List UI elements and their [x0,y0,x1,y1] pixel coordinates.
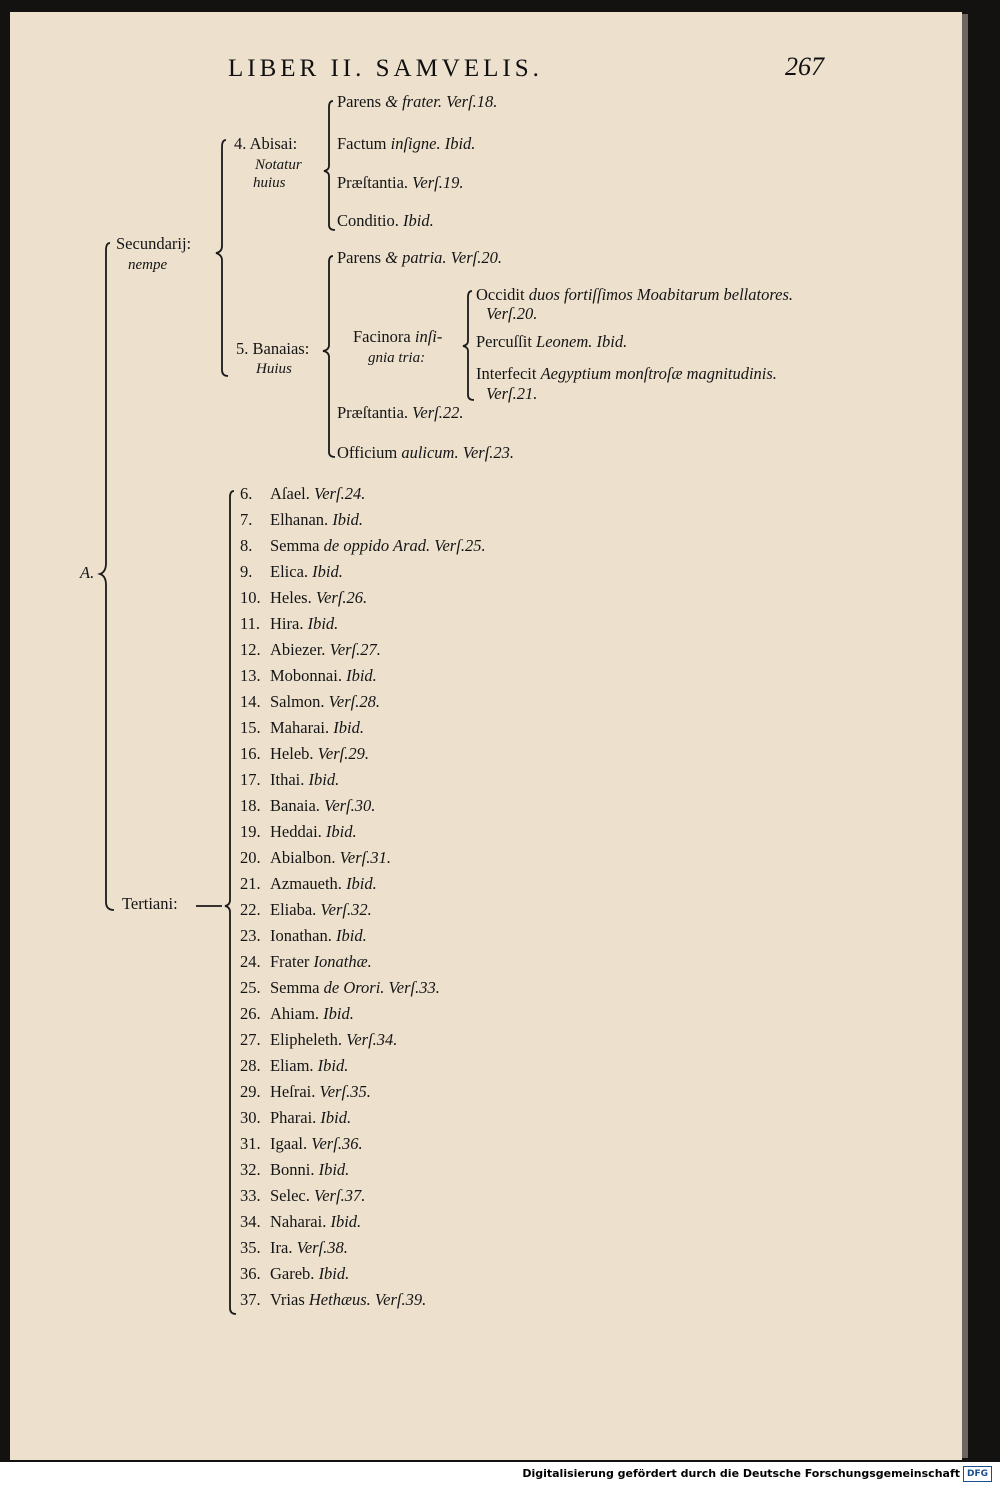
tertiani-row [240,798,375,815]
facinora-item: Percuſſit Leonem. Ibid. [476,332,628,351]
row-name: Igaal. [270,1134,308,1153]
row-reference: Verſ.32. [320,900,372,919]
row-reference: Verſ.29. [317,744,369,763]
row-reference: Verſ.38. [296,1238,348,1257]
tertiani-row [240,512,363,529]
row-name: Gareb. [270,1264,315,1283]
row-name: Naharai. [270,1212,327,1231]
row-number: 35. [240,1238,261,1257]
abisai-sub1: Notatur [255,157,302,173]
row-reference: de Orori. Verſ.33. [323,978,440,997]
row-number: 17. [240,770,261,789]
tertiani-row [240,902,372,919]
row-name: Semma [270,536,320,555]
tertiani-row [240,1266,349,1283]
dfg-logo: DFG [963,1466,992,1482]
row-number: 18. [240,796,261,815]
row-number: 14. [240,692,261,711]
row-number: 34. [240,1212,261,1231]
row-reference: de oppido Arad. Verſ.25. [323,536,486,555]
abisai-item: Factum inſigne. Ibid. [337,134,476,153]
row-number: 16. [240,744,261,763]
banaias-label: 5. Banaias: [236,339,310,358]
tertiani-row [240,1084,371,1101]
row-name: Ira. [270,1238,293,1257]
row-number: 27. [240,1030,261,1049]
row-reference: Ibid. [346,874,377,893]
row-reference: Ibid. [308,770,340,789]
row-name: Ionathan. [270,926,332,945]
tertiani-row [240,538,486,555]
row-name: Eliam. [270,1056,314,1075]
row-number: 24. [240,952,261,971]
row-name: Heſrai. [270,1082,316,1101]
tertiani-row [240,746,369,763]
row-number: 33. [240,1186,261,1205]
row-number: 7. [240,510,253,529]
row-reference: Ibid. [323,1004,354,1023]
tertiani-row [240,824,357,841]
tertiani-row [240,1188,365,1205]
brace-banaias [323,256,335,457]
row-reference: Ibid. [333,718,364,737]
row-number: 8. [240,536,253,555]
row-reference: Verſ.37. [313,1186,366,1205]
banaias-parens: Parens & patria. Verſ.20. [337,248,503,267]
brace-secundarij [216,140,228,376]
row-number: 26. [240,1004,261,1023]
tertiani-row [240,1032,397,1049]
row-reference: Verſ.34. [346,1030,398,1049]
tertiani-row [240,1240,348,1257]
brace-root [100,243,114,910]
abisai-item: Parens & frater. Verſ.18. [337,92,498,111]
row-name: Ithai. [270,770,305,789]
row-reference: Ibid. [307,614,339,633]
row-number: 20. [240,848,261,867]
row-number: 11. [240,614,261,633]
row-reference: Ibid. [318,1160,350,1179]
row-name: Abialbon. [270,848,336,867]
row-reference: Ibid. [335,926,367,945]
row-number: 28. [240,1056,261,1075]
row-reference: Verſ.36. [311,1134,363,1153]
row-name: Bonni. [270,1160,315,1179]
row-number: 36. [240,1264,261,1283]
row-name: Salmon. [270,692,325,711]
row-name: Frater [270,952,310,971]
row-reference: Ibid. [318,1264,350,1283]
brace-facinora [463,291,474,400]
tertiani-row [240,980,440,997]
row-reference: Verſ.30. [324,796,376,815]
row-name: Pharai. [270,1108,317,1127]
row-name: Azmaueth. [270,874,342,893]
row-name: Abiezer. [270,640,326,659]
tertiani-row [240,1136,363,1153]
abisai-item: Præſtantia. Verſ.19. [337,173,464,192]
abisai-label: 4. Abisai: [234,134,298,153]
tertiani-row [240,1058,348,1075]
row-number: 37. [240,1290,261,1309]
row-number: 23. [240,926,261,945]
tertiani-row [240,876,377,893]
tertiani-row [240,1006,354,1023]
running-header: LIBER II. SAMVELIS. [228,55,543,82]
row-number: 13. [240,666,261,685]
row-reference: Ibid. [346,666,377,685]
tertiani-row [240,1292,426,1309]
row-name: Hira. [270,614,304,633]
banaias-praestantia: Præſtantia. Verſ.22. [337,403,464,422]
row-reference: Ibid. [332,510,364,529]
row-name: Ahiam. [270,1004,320,1023]
row-name: Semma [270,978,320,997]
footer-credit: Digitalisierung gefördert durch die Deutsche Forschungsgemeinschaft [522,1467,960,1480]
abisai-sub2: huius [253,175,286,191]
row-reference: Verſ.26. [315,588,368,607]
row-number: 31. [240,1134,261,1153]
facinora-item: Interfecit Aegyptium monſtroſæ magnitudinis. [476,364,777,383]
row-name: Eliaba. [270,900,317,919]
row-name: Elipheleth. [270,1030,342,1049]
row-name: Selec. [270,1186,310,1205]
row-name: Aſael. [270,484,310,503]
row-name: Elica. [270,562,309,581]
row-number: 9. [240,562,253,581]
row-name: Banaia. [270,796,320,815]
row-reference: Ibid. [320,1108,352,1127]
tertiani-row [240,564,343,581]
row-number: 21. [240,874,261,893]
banaias-officium: Officium aulicum. Verſ.23. [337,443,515,462]
row-name: Heleb. [270,744,314,763]
facinora-label-line2: gnia tria: [368,350,426,366]
row-number: 12. [240,640,261,659]
row-number: 25. [240,978,261,997]
abisai-item: Conditio. Ibid. [337,211,434,230]
row-name: Maharai. [270,718,330,737]
row-number: 32. [240,1160,261,1179]
row-number: 22. [240,900,261,919]
row-reference: Hethæus. Verſ.39. [308,1290,427,1309]
row-number: 29. [240,1082,261,1101]
row-reference: Verſ.31. [339,848,392,867]
footer-bar [0,1462,1000,1485]
facinora-label: Facinora inſi- [353,327,443,346]
tertiani-row [240,486,365,503]
tertiani-row [240,694,380,711]
tertiani-row [240,772,339,789]
row-reference: Ionathæ. [313,952,372,971]
tertiani-row [240,954,372,971]
row-reference: Verſ.35. [319,1082,371,1101]
banaias-sub: Huius [256,361,292,377]
tertiani-row [240,668,377,685]
row-number: 30. [240,1108,261,1127]
tertiani-row [240,850,391,867]
facinora-item-ref: Verſ.21. [486,384,538,403]
row-name: Vrias [270,1290,305,1309]
brace-tertiani [225,491,236,1314]
tertiani-row [240,1110,351,1127]
tertiani-row [240,928,367,945]
secundarij-sub: nempe [128,257,168,273]
tertiani-row [240,1214,361,1231]
facinora-item-ref: Verſ.20. [486,304,538,323]
tertiani-label: Tertiani: [122,894,178,913]
row-reference: Ibid. [325,822,357,841]
row-number: 10. [240,588,261,607]
row-reference: Ibid. [317,1056,349,1075]
tertiani-row [240,616,338,633]
row-name: Heles. [270,588,312,607]
tertiani-row [240,720,364,737]
page-number: 267 [785,52,824,81]
row-reference: Verſ.24. [313,484,366,503]
tertiani-row [240,1162,349,1179]
row-name: Heddai. [270,822,322,841]
row-number: 19. [240,822,261,841]
secundarij-label: Secundarij: [116,234,192,253]
tertiani-row [240,642,381,659]
facinora-item: Occidit duos fortiſſimos Moabitarum bellatores. [476,285,794,304]
row-reference: Verſ.27. [329,640,381,659]
row-reference: Verſ.28. [328,692,381,711]
row-number: 6. [240,484,253,503]
tertiani-row [240,590,367,607]
row-name: Elhanan. [270,510,329,529]
root-label: A. [80,563,95,582]
row-name: Mobonnai. [270,666,342,685]
brace-abisai [324,101,335,230]
row-reference: Ibid. [330,1212,362,1231]
row-reference: Ibid. [312,562,343,581]
row-number: 15. [240,718,261,737]
